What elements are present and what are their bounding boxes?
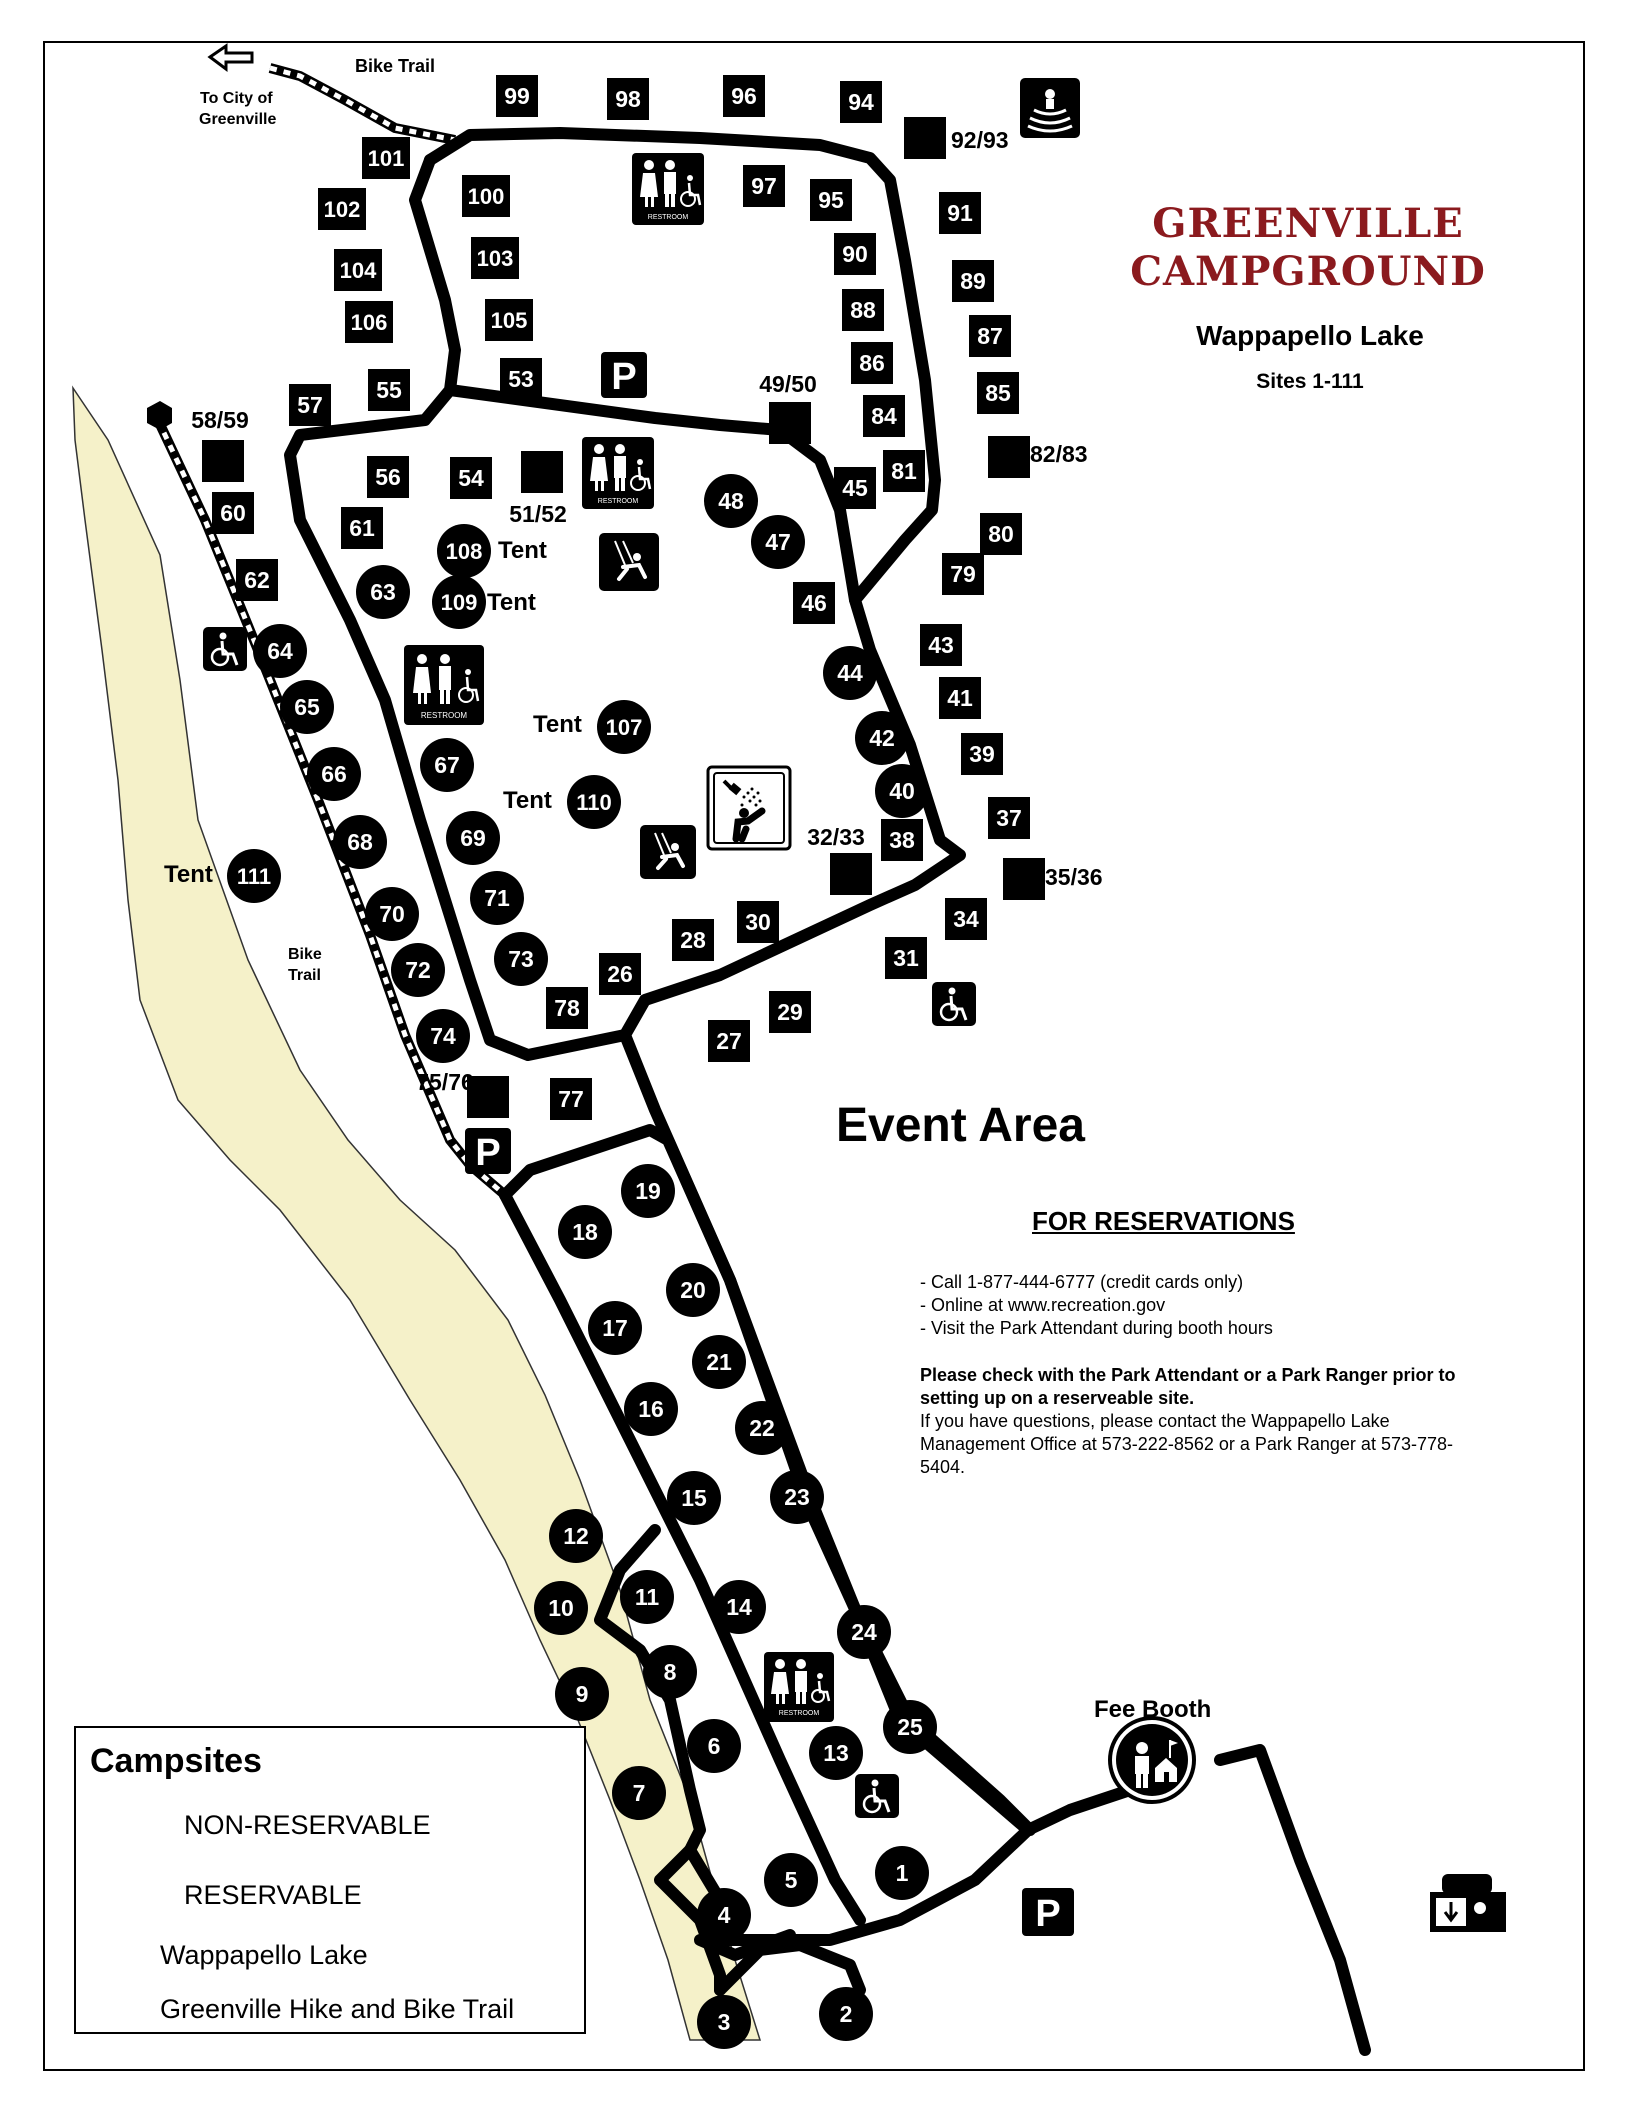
- event-area-label: Event Area: [836, 1099, 1085, 1152]
- campsite-number: 38: [889, 827, 915, 853]
- campsite-number: 103: [476, 246, 514, 271]
- campsite-number: 6: [707, 1733, 721, 1759]
- tent-label: Tent: [533, 711, 582, 738]
- legend-non-reservable: NON-RESERVABLE: [184, 1810, 431, 1840]
- campsite-number: 54: [458, 465, 484, 491]
- bike-trail-side-label: Bike: [288, 946, 322, 963]
- tent-label: Tent: [164, 861, 213, 888]
- campsite-number: 17: [602, 1315, 628, 1341]
- campsite-number: 43: [928, 632, 954, 658]
- map-subtitle: Wappapello Lake: [1196, 320, 1424, 351]
- campsite-number: 23: [784, 1484, 810, 1510]
- campsite-number: 40: [889, 778, 915, 804]
- campsite-number: 106: [350, 310, 388, 335]
- map-title-line2: CAMPGROUND: [1130, 248, 1486, 295]
- campsite-number: 102: [323, 197, 361, 222]
- reservations-note: If you have questions, please contact the Wappapello Lake Management Office at 573-222-8562 or a Park Ranger at 573-778-5404.: [920, 1411, 1453, 1477]
- restroom-label: RESTROOM: [420, 711, 468, 720]
- campsite-number: 24: [851, 1619, 877, 1645]
- campsite-number: 28: [680, 927, 706, 953]
- fee-booth-label: Fee Booth: [1094, 1696, 1212, 1723]
- campsite-number: 63: [370, 579, 396, 605]
- campsite-number: 96: [731, 83, 757, 109]
- campsite-number: 95: [818, 187, 844, 213]
- campsite-number: 18: [572, 1219, 598, 1245]
- campsite-number: 30: [745, 909, 771, 935]
- campsite-number: 67: [434, 752, 460, 778]
- campsite-number: 75/76: [416, 1069, 474, 1095]
- campsite-number: 48: [718, 488, 744, 514]
- campsite-number: 26: [607, 961, 633, 987]
- campsite-number: 21: [706, 1349, 732, 1375]
- to-city-label-2: Greenville: [199, 111, 277, 128]
- campsite-number: 101: [367, 146, 405, 171]
- campsite-number: 97: [751, 173, 777, 199]
- reservations-line-3: - Visit the Park Attendant during booth hours: [920, 1318, 1273, 1338]
- parking-label: P: [611, 356, 637, 398]
- campsite-number: 47: [765, 529, 791, 555]
- campsite-number: 22: [749, 1415, 775, 1441]
- campsite-number: 20: [680, 1277, 706, 1303]
- campsite-number: 13: [823, 1740, 849, 1766]
- tent-label: Tent: [487, 589, 536, 616]
- campsite-number: 9: [575, 1681, 589, 1707]
- campsite-number: 11: [634, 1584, 660, 1610]
- parking-label: P: [1035, 1893, 1061, 1935]
- campsite-number: 34: [953, 906, 979, 932]
- sites-range: Sites 1-111: [1256, 370, 1364, 393]
- campsite-number: 49/50: [759, 371, 817, 397]
- campsite-number: 1: [895, 1860, 909, 1886]
- parking-label: P: [475, 1132, 501, 1174]
- tent-label: Tent: [503, 787, 552, 814]
- campsite-number: 107: [605, 715, 643, 740]
- campsite-number: 27: [716, 1028, 742, 1054]
- restroom-label: RESTROOM: [597, 498, 639, 505]
- campsite-number: 62: [244, 567, 270, 593]
- campsite-number: 74: [430, 1023, 456, 1049]
- bike-trail-top-label: Bike Trail: [355, 56, 436, 76]
- campsite-number: 2: [839, 2001, 853, 2027]
- campsite-number: 60: [220, 500, 246, 526]
- campsite-number: 32/33: [807, 824, 865, 850]
- campsite-number: 64: [267, 638, 293, 664]
- campsite-number: 29: [777, 999, 803, 1025]
- campsite-number: 94: [848, 89, 874, 115]
- campsite-number: 98: [615, 86, 641, 112]
- reservations-note-bold: Please check with the Park Attendant or a Park Ranger prior to setting up on a reserveable site.: [920, 1365, 1456, 1408]
- campsite-number: 5: [784, 1867, 798, 1893]
- campsite-number: 71: [484, 885, 510, 911]
- tent-label: Tent: [498, 537, 547, 564]
- campsite-number: 19: [635, 1178, 661, 1204]
- legend-reservable: RESERVABLE: [184, 1880, 362, 1910]
- campsite-number: 53: [508, 366, 534, 392]
- campsite-number: 110: [576, 790, 612, 815]
- campsite-number: 15: [681, 1485, 707, 1511]
- campsite-number: 109: [440, 590, 478, 615]
- campsite-number: 16: [638, 1396, 664, 1422]
- campsite-number: 82/83: [1030, 441, 1088, 467]
- campsite-number: 111: [236, 864, 272, 889]
- campsite-number: 61: [349, 515, 375, 541]
- campsite-number: 81: [891, 458, 917, 484]
- campsite-number: 7: [632, 1780, 646, 1806]
- campsite-number: 100: [467, 184, 505, 209]
- campsite-number: 88: [850, 297, 876, 323]
- campsite-number: 68: [347, 829, 373, 855]
- campsite-number: 31: [893, 945, 919, 971]
- reservations-line-2: - Online at www.recreation.gov: [920, 1295, 1166, 1315]
- campsite-number: 86: [859, 350, 885, 376]
- campsite-number: 14: [726, 1594, 752, 1620]
- campsite-number: 35/36: [1045, 864, 1103, 890]
- campsite-number: 8: [663, 1659, 677, 1685]
- legend-lake: Wappapello Lake: [160, 1940, 368, 1970]
- campsite-number: 79: [950, 561, 976, 587]
- campsite-number: 3: [717, 2009, 731, 2035]
- restroom-label: RESTROOM: [647, 214, 689, 221]
- map-title-line1: GREENVILLE: [1152, 200, 1464, 247]
- campsite-number: 70: [379, 901, 405, 927]
- campsite-number: 42: [869, 725, 895, 751]
- campsite-number: 37: [996, 805, 1022, 831]
- campsite-number: 104: [339, 258, 377, 283]
- campsite-number: 69: [460, 825, 486, 851]
- campsite-number: 51/52: [509, 501, 567, 527]
- reservations-line-1: - Call 1-877-444-6777 (credit cards only): [920, 1272, 1244, 1292]
- to-city-label: To City of: [200, 90, 273, 107]
- campsite-number: 80: [988, 521, 1014, 547]
- campsite-number: 91: [947, 200, 973, 226]
- reservations-heading: FOR RESERVATIONS: [1032, 1206, 1295, 1236]
- campsite-number: 84: [871, 403, 897, 429]
- legend-trail: Greenville Hike and Bike Trail: [160, 1994, 515, 2024]
- campsite-number: 105: [490, 308, 528, 333]
- campsite-number: 58/59: [191, 407, 249, 433]
- campsite-number: 12: [563, 1523, 589, 1549]
- campsite-number: 56: [375, 464, 401, 490]
- campsite-number: 92/93: [951, 127, 1009, 153]
- campsite-number: 57: [297, 392, 323, 418]
- campsite-number: 77: [558, 1086, 584, 1112]
- campsite-number: 41: [947, 685, 973, 711]
- bike-trail-side-label-2: Trail: [288, 967, 321, 984]
- campsite-number: 90: [842, 241, 868, 267]
- campsite-number: 85: [985, 380, 1011, 406]
- campsite-number: 45: [842, 475, 868, 501]
- campsite-number: 99: [504, 83, 530, 109]
- campsite-number: 89: [960, 268, 986, 294]
- campsite-number: 73: [508, 946, 534, 972]
- campsite-number: 108: [445, 539, 483, 564]
- legend-title: Campsites: [90, 1742, 262, 1780]
- campsite-number: 39: [969, 741, 995, 767]
- campsite-number: 10: [548, 1595, 574, 1621]
- campsite-number: 44: [837, 660, 863, 686]
- campsite-number: 72: [405, 957, 431, 983]
- campsite-number: 46: [801, 590, 827, 616]
- campsite-number: 4: [717, 1902, 731, 1928]
- campsite-number: 87: [977, 323, 1003, 349]
- legend: [74, 1726, 586, 2034]
- campsite-number: 66: [321, 761, 347, 787]
- campsite-number: 25: [897, 1714, 923, 1740]
- campsite-number: 65: [294, 694, 320, 720]
- campsite-number: 78: [554, 995, 580, 1021]
- campsite-number: 55: [376, 377, 402, 403]
- restroom-label: RESTROOM: [778, 1710, 820, 1717]
